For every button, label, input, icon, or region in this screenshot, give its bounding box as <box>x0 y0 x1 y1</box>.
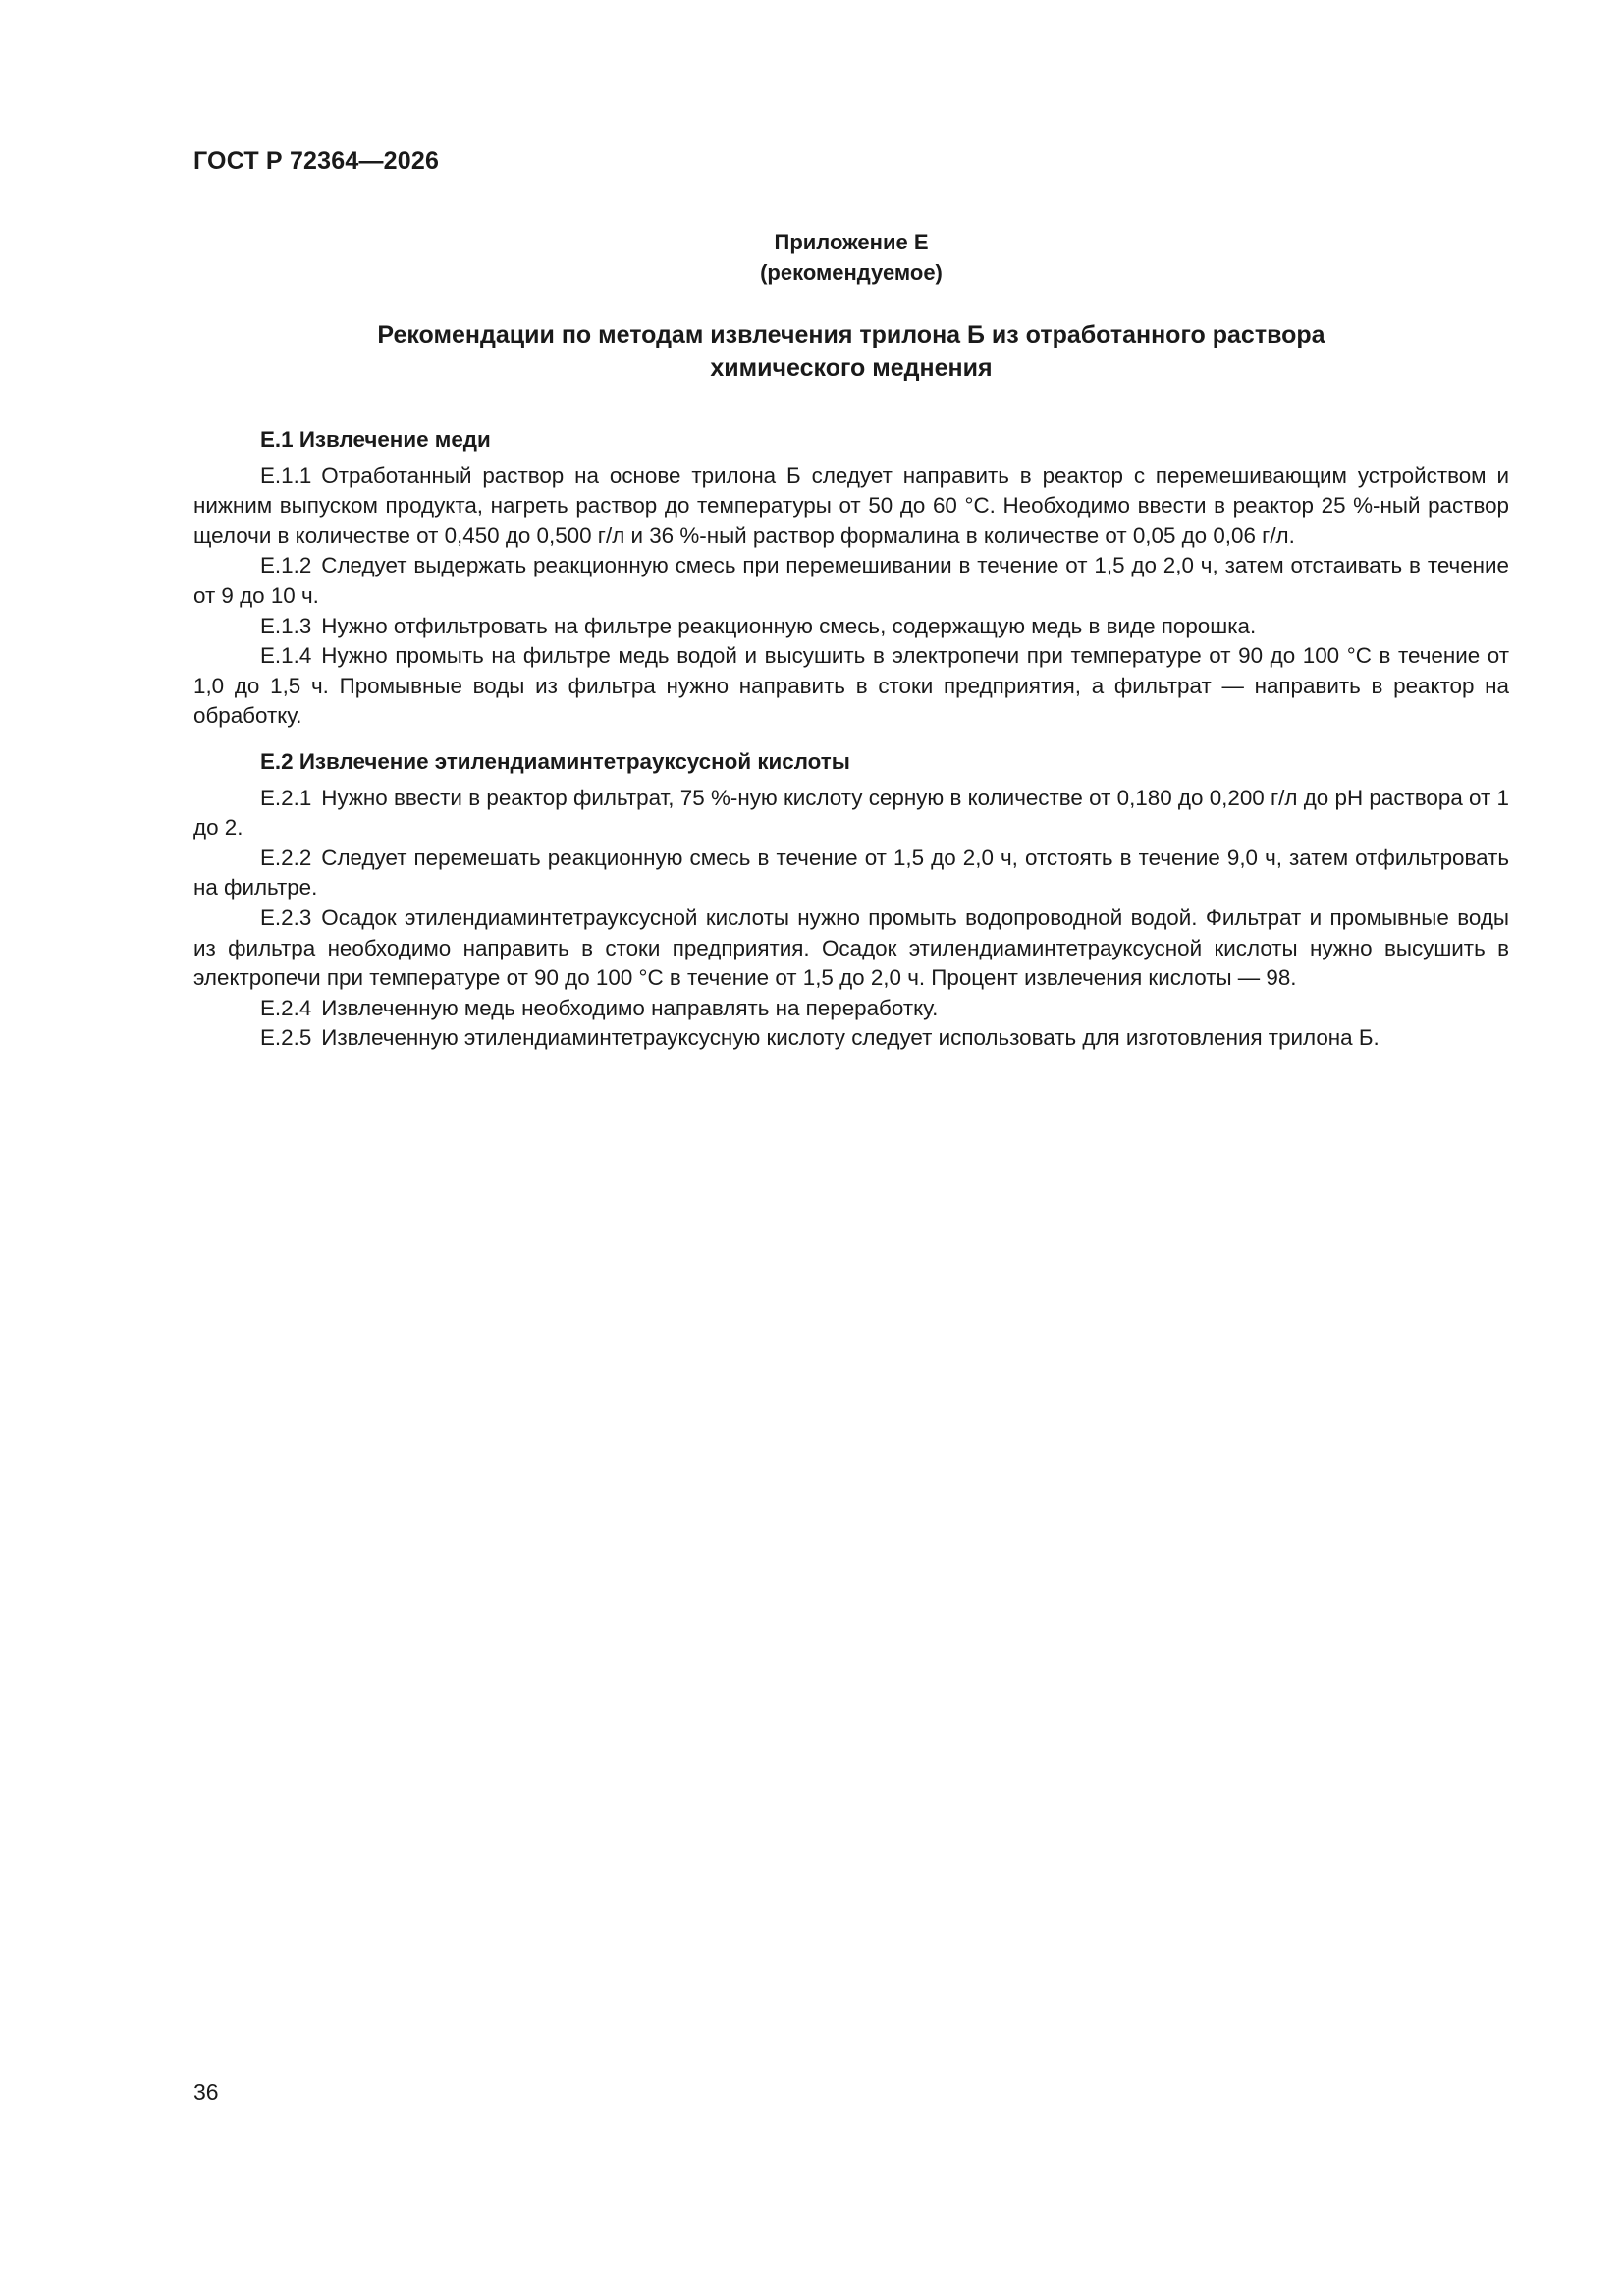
paragraph-number: Е.2.1 <box>260 785 312 810</box>
paragraph-text: Извлеченную этилендиаминтетрауксусную кислоту следует использовать для изготовления трилона Б. <box>321 1025 1380 1051</box>
appendix-title <box>193 318 1509 385</box>
paragraph-text: Следует выдержать реакционную смесь при перемешивании в течение от 1,5 до 2,0 ч, затем отстаивать в течение от 9 до 10 ч. <box>193 553 1509 608</box>
paragraph-e1-2 <box>193 551 1509 611</box>
paragraph-text: Извлеченную медь необходимо направлять на переработку. <box>321 995 939 1020</box>
paragraph-e1-1 <box>193 462 1509 552</box>
paragraph-text: Нужно промыть на фильтре медь водой и высушить в электропечи при температуре от 90 до 100 °С в течение от 1,0 до 1,5 ч. Промывные воды из фильтра нужно направить в стоки предприятия, а фильтрат — направить в реактор на обработку. <box>193 643 1509 729</box>
paragraph-e1-3 <box>193 612 1509 642</box>
paragraph-number: Е.1.4 <box>260 643 312 669</box>
paragraph-text: Нужно отфильтровать на фильтре реакционную смесь, содержащую медь в виде порошка. <box>321 613 1257 638</box>
section-heading-e2: Е.2 Извлечение этилендиаминтетрауксусной кислоты <box>260 748 850 774</box>
appendix-label: Приложение Е <box>774 230 929 254</box>
paragraph-text: Отработанный раствор на основе трилона Б следует направить в реактор с перемешивающим устройством и нижним выпуском продукта, нагреть раствор до температуры от 50 до 60 °С. Необходимо ввести в реактор 25 %-ный раствор щелочи в количестве от 0,450 до 0,500 г/л и 36 %-ный раствор формалина в количестве от 0,05 до 0,06 г/л. <box>193 463 1509 548</box>
paragraph-number: Е.2.3 <box>260 904 312 930</box>
paragraph-text: Осадок этилендиаминтетрауксусной кислоты нужно промыть водопроводной водой. Фильтрат и промывные воды из фильтра необходимо направить в стоки предприятия. Осадок этилендиаминтетрауксусной кислоты нужно высушить в электропечи при температуре от 90 до 100 °С в течение от 1,5 до 2,0 ч. Процент извлечения кислоты — 98. <box>193 904 1509 991</box>
paragraph-e2-1 <box>193 784 1509 844</box>
paragraph-e2-5 <box>193 1023 1509 1054</box>
appendix-status: (рекомендуемое) <box>760 260 943 285</box>
appendix-title-line-1: Рекомендации по методам извлечения трилона Б из отработанного раствора <box>377 321 1325 349</box>
appendix-title-line-2: химического меднения <box>710 355 993 382</box>
paragraph-number: Е.1.2 <box>260 553 312 578</box>
document-body <box>193 425 1509 1054</box>
section-heading-e1: Е.1 Извлечение меди <box>260 427 491 452</box>
paragraph-e2-3 <box>193 903 1509 994</box>
paragraph-text: Нужно ввести в реактор фильтрат, 75 %-ную кислоту серную в количестве от 0,180 до 0,200 г/л до рН раствора от 1 до 2. <box>193 785 1509 841</box>
paragraph-text: Следует перемешать реакционную смесь в течение от 1,5 до 2,0 ч, отстоять в течение 9,0 ч, затем отфильтровать на фильтре. <box>193 845 1509 901</box>
paragraph-number: Е.2.5 <box>260 1025 312 1051</box>
document-code-header: ГОСТ Р 72364—2026 <box>193 147 440 175</box>
appendix-label-block <box>193 227 1509 288</box>
page-number: 36 <box>193 2079 219 2105</box>
paragraph-e2-2 <box>193 844 1509 903</box>
paragraph-e2-4 <box>193 994 1509 1024</box>
paragraph-number: Е.2.4 <box>260 995 312 1020</box>
paragraph-number: Е.1.3 <box>260 613 312 638</box>
paragraph-e1-4 <box>193 641 1509 732</box>
paragraph-number: Е.1.1 <box>260 463 312 488</box>
paragraph-number: Е.2.2 <box>260 845 312 870</box>
